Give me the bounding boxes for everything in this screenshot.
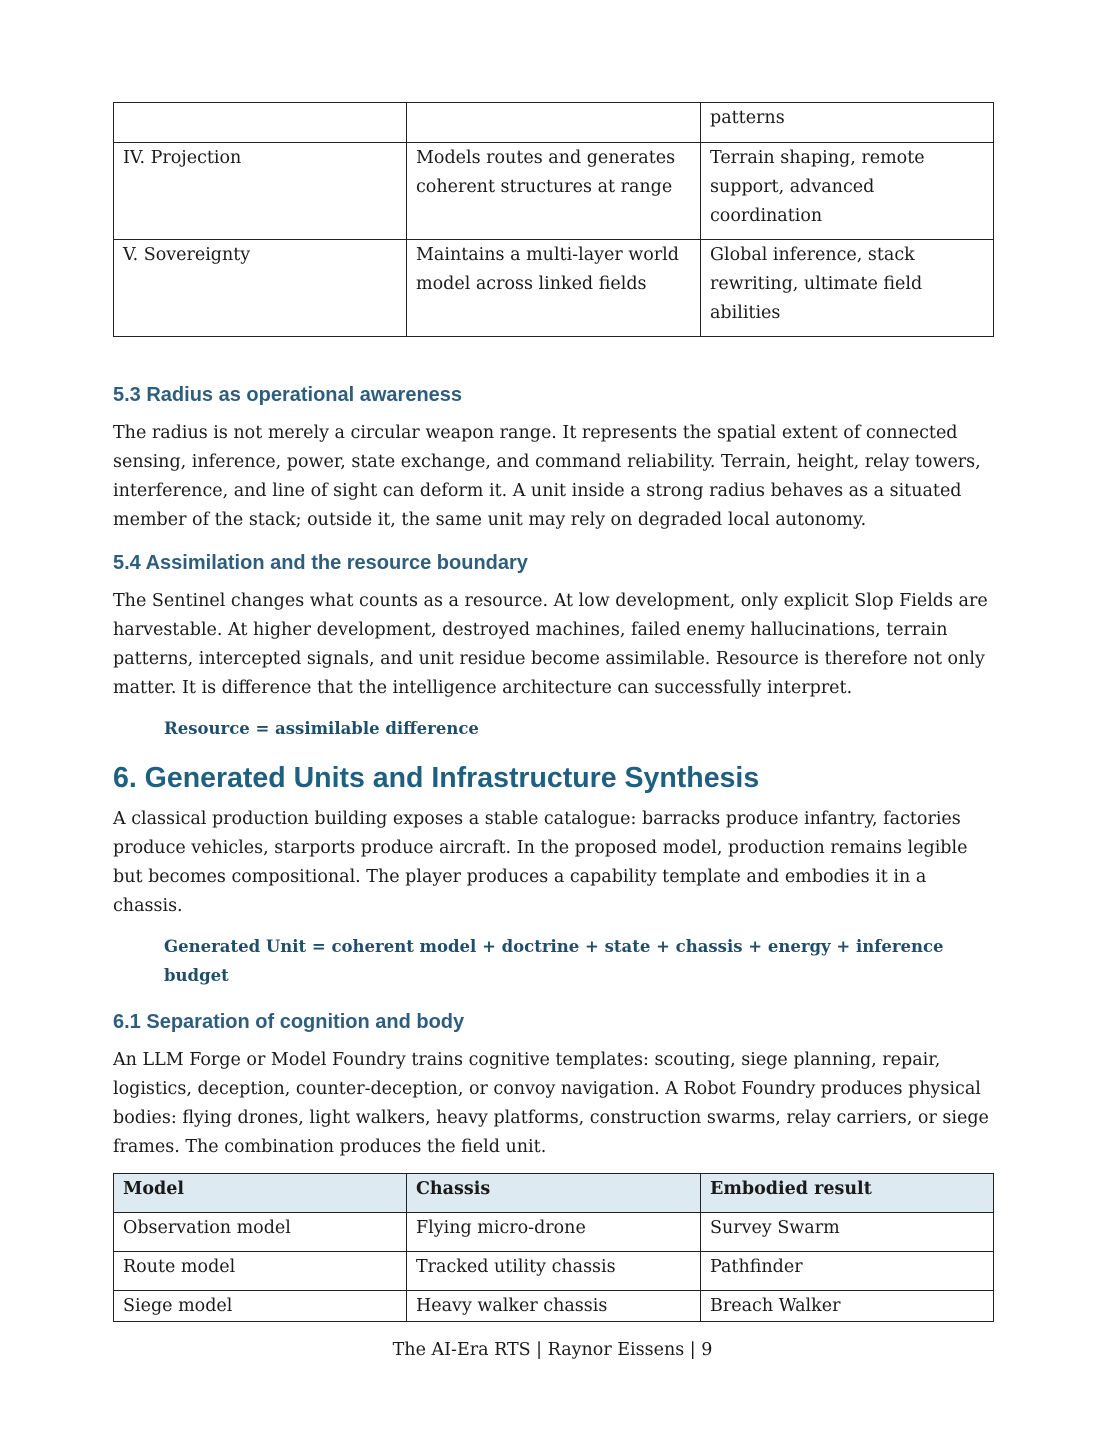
document-page: [113, 102, 993, 1322]
table-row: [114, 143, 994, 240]
table-cell: Observation model: [114, 1213, 407, 1252]
table-cell: [114, 103, 407, 143]
table-row: [114, 240, 994, 337]
table-cell: Pathfinder: [701, 1252, 994, 1291]
generated-unit-formula: Generated Unit = coherent model + doctrine + state + chassis + energy + inference budget: [164, 937, 944, 985]
table-cell: Global inference, stack rewriting, ultimate field abilities: [701, 240, 994, 337]
table-row: [114, 1252, 994, 1291]
resource-formula: Resource = assimilable difference: [164, 719, 479, 738]
section-6-body: A classical production building exposes a stable catalogue: barracks produce infantry, factories produce vehicles, starports produce aircraft. In the proposed model, production remains legible but becomes compositional. The player produces a capability template and embodies it in a chassis.: [113, 809, 968, 916]
table-cell: Maintains a multi-layer world model across linked fields: [407, 240, 701, 337]
table-cell: V. Sovereignty: [114, 240, 407, 337]
section-5-4-body: The Sentinel changes what counts as a resource. At low development, only explicit Slop Fields are harvestable. At higher development, destroyed machines, failed enemy hallucinations, terrain patterns, intercepted signals, and unit residue become assimilable. Resource is therefore not only matter. It is difference that the intelligence architecture can successfully interpret.: [113, 591, 988, 698]
table-cell: patterns: [701, 103, 994, 143]
section-6-1-body: An LLM Forge or Model Foundry trains cognitive templates: scouting, siege planning, repair, logistics, deception, counter-deception, or convoy navigation. A Robot Foundry produces physical bodies: flying drones, light walkers, heavy platforms, construction swarms, relay carriers, or siege frames. The combination produces the field unit.: [113, 1050, 989, 1157]
section-heading-6: 6. Generated Units and Infrastructure Synthesis: [113, 762, 760, 794]
table-header-row: [114, 1174, 994, 1213]
table-cell: Tracked utility chassis: [407, 1252, 701, 1291]
model-chassis-table: [113, 1173, 994, 1322]
section-heading-5-3: 5.3 Radius as operational awareness: [113, 384, 463, 406]
table-cell: IV. Projection: [114, 143, 407, 240]
table-cell: Breach Walker: [701, 1291, 994, 1322]
table-cell: Heavy walker chassis: [407, 1291, 701, 1322]
section-5-3-body: The radius is not merely a circular weapon range. It represents the spatial extent of connected sensing, inference, power, state exchange, and command reliability. Terrain, height, relay towers, interference, and line of sight can deform it. A unit inside a strong radius behaves as a situated member of the stack; outside it, the same unit may rely on degraded local autonomy.: [113, 423, 981, 530]
table-cell: Terrain shaping, remote support, advanced coordination: [701, 143, 994, 240]
table-header-cell: Embodied result: [701, 1174, 994, 1213]
table-cell: Survey Swarm: [701, 1213, 994, 1252]
table-header-cell: Chassis: [407, 1174, 701, 1213]
table-cell: [407, 103, 701, 143]
table-row: [114, 103, 994, 143]
section-heading-6-1: 6.1 Separation of cognition and body: [113, 1011, 465, 1033]
table-cell: Flying micro-drone: [407, 1213, 701, 1252]
table-row: [114, 1213, 994, 1252]
progression-table-continued: [113, 102, 994, 337]
table-cell: Models routes and generates coherent structures at range: [407, 143, 701, 240]
section-heading-5-4: 5.4 Assimilation and the resource boundary: [113, 552, 528, 574]
table-cell: Siege model: [114, 1291, 407, 1322]
table-cell: Route model: [114, 1252, 407, 1291]
page-footer: The AI-Era RTS | Raynor Eissens | 9: [392, 1340, 713, 1360]
table-row: [114, 1291, 994, 1322]
table-header-cell: Model: [114, 1174, 407, 1213]
